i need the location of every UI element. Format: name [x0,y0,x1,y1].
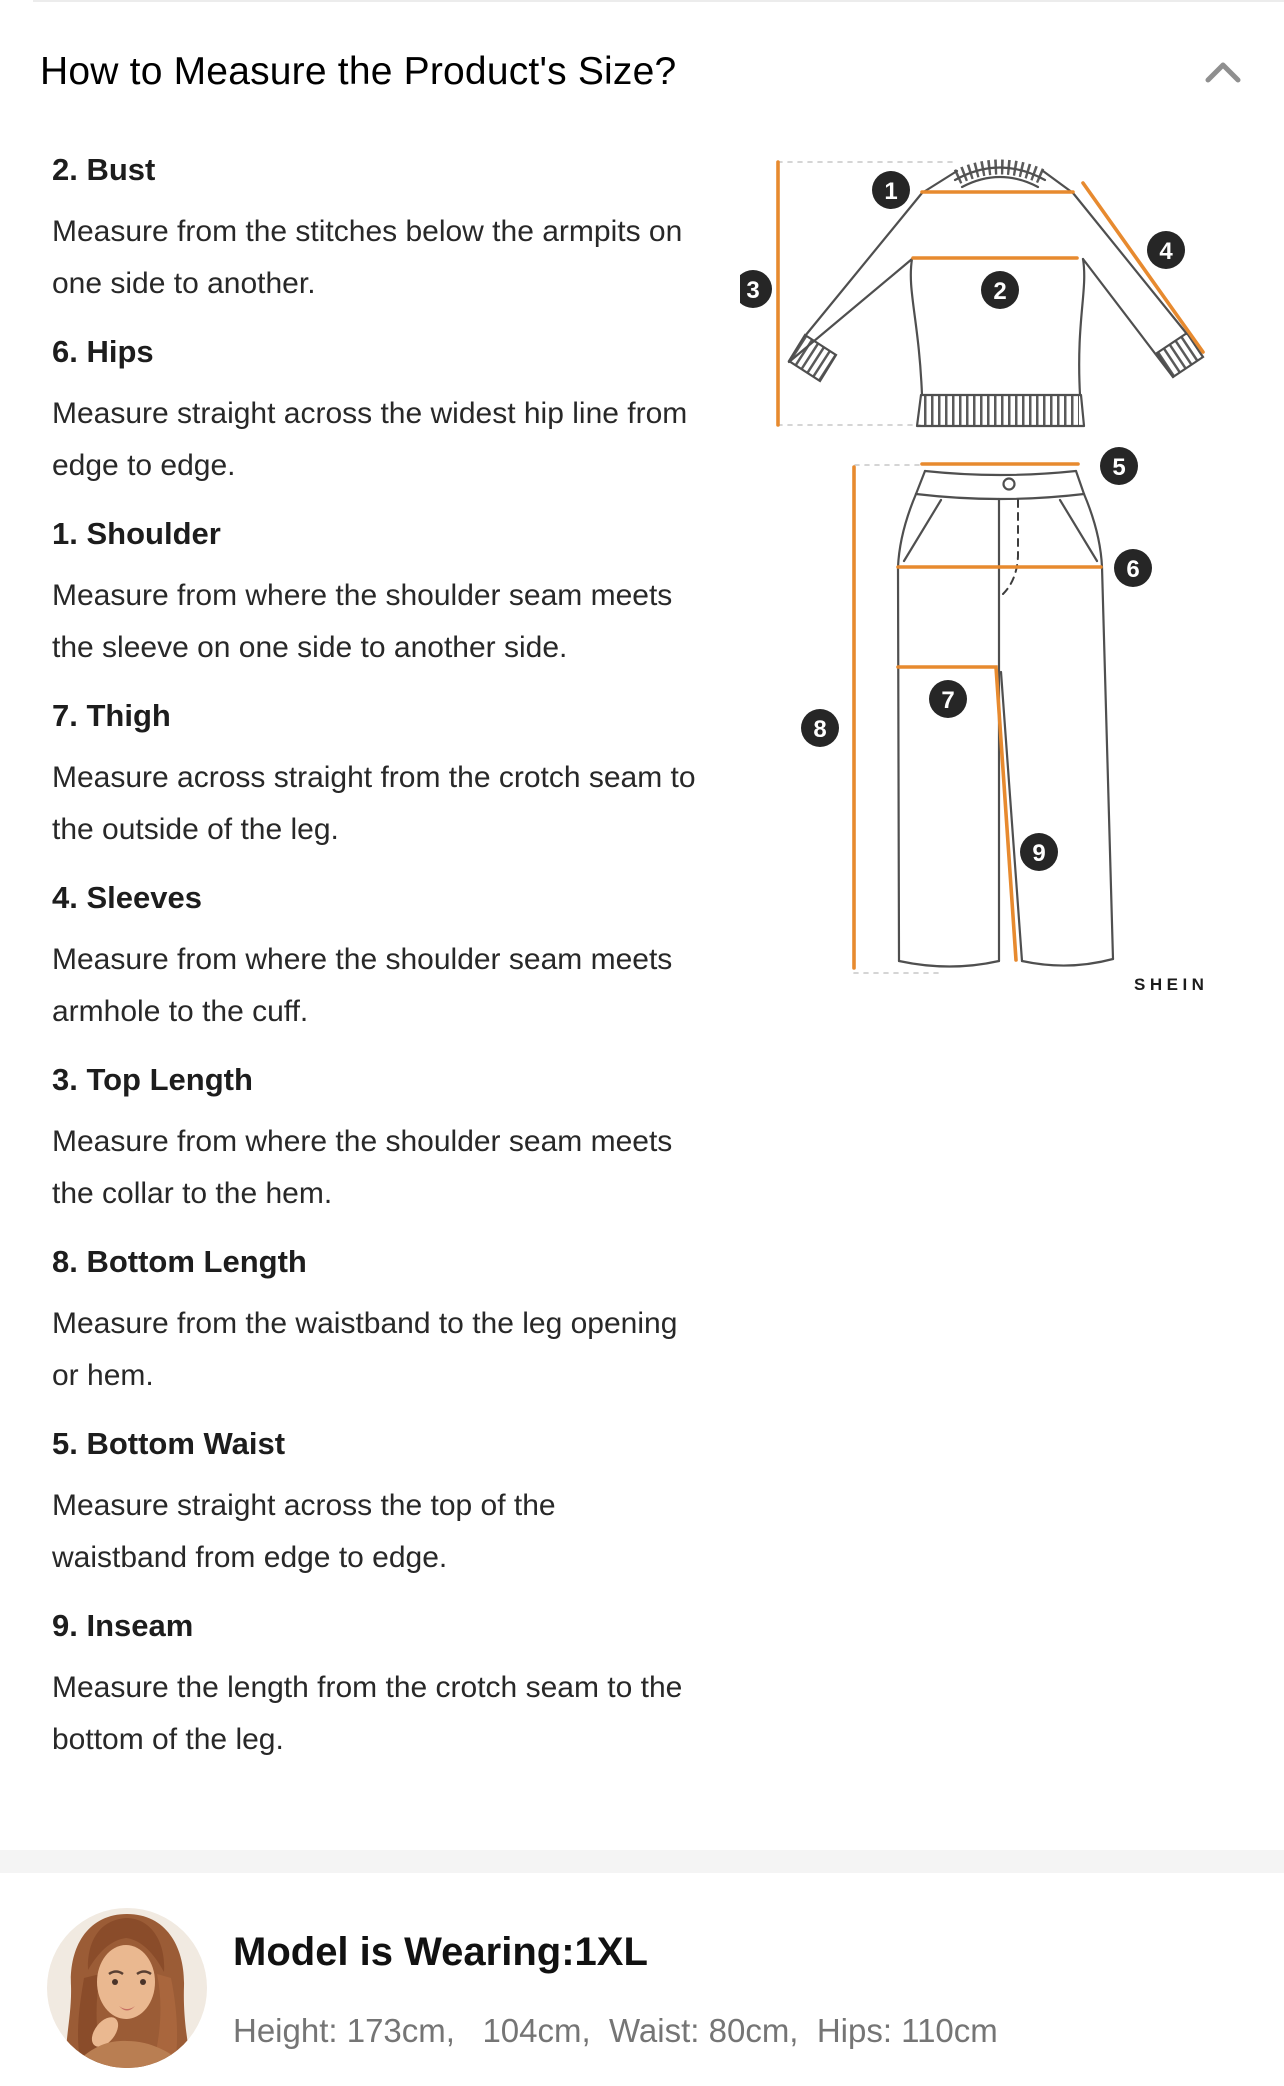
section-body: Measure across straight from the crotch seam to the outside of the leg. [52,761,696,846]
badge-5: 5 [1112,454,1126,481]
measure-lines-bottom [854,464,1101,968]
collapse-section-button[interactable] [1198,52,1250,94]
section-body: Measure from the waistband to the leg opening or hem. [52,1307,678,1392]
right-cuff-ribbing [1165,345,1195,365]
section-heading: 4. Sleeves [52,880,202,915]
badge-7: 7 [941,687,955,714]
badge-4: 4 [1159,238,1173,265]
measurement-diagram [740,140,1245,1000]
section-body: Measure from where the shoulder seam meets armhole to the cuff. [52,943,673,1028]
section-heading: 7. Thigh [52,698,171,733]
measure-section [52,332,697,492]
pants-outline [898,471,1113,967]
measure-section [52,150,697,310]
section-body: Measure straight across the widest hip line from edge to edge. [52,397,688,482]
measure-instructions [52,128,697,1766]
model-wearing-label: Model is Wearing:1XL [233,1930,648,1974]
measure-section [52,1242,697,1402]
section-heading: 1. Shoulder [52,516,221,551]
model-measurements: Height: 173cm, 104cm, Waist: 80cm, Hips: 110cm [233,2012,998,2049]
model-info-row [0,1873,1284,2086]
badge-3: 3 [746,277,760,304]
fly-stitch-line [1003,500,1018,594]
top-divider [33,0,1284,2]
measure-section [52,1060,697,1220]
chevron-up-icon [1198,52,1250,94]
section-heading: 8. Bottom Length [52,1244,307,1279]
measure-section [52,1606,697,1766]
section-divider [0,1850,1284,1873]
brand-logo: SHEIN [1134,975,1209,994]
section-heading: 6. Hips [52,334,154,369]
diagram-badges [740,171,1185,871]
page-title: How to Measure the Product's Size? [40,50,677,93]
section-heading: 3. Top Length [52,1062,253,1097]
badge-9: 9 [1032,840,1046,867]
section-heading: 5. Bottom Waist [52,1426,286,1461]
section-body: Measure straight across the top of the waistband from edge to edge. [52,1489,556,1574]
section-body: Measure from where the shoulder seam meets the collar to the hem. [52,1125,673,1210]
model-photo [47,1908,207,2068]
badge-1: 1 [884,178,898,205]
section-body: Measure the length from the crotch seam to the bottom of the leg. [52,1671,683,1756]
measure-section [52,514,697,674]
avatar [47,1908,207,2068]
measure-section [52,878,697,1038]
measure-section [52,1424,697,1584]
badge-8: 8 [813,716,827,743]
section-body: Measure from where the shoulder seam meets the sleeve on one side to another side. [52,579,673,664]
section-heading: 2. Bust [52,152,156,187]
section-heading: 9. Inseam [52,1608,194,1643]
section-body: Measure from the stitches below the armpits on one side to another. [52,215,683,300]
measure-section [52,696,697,856]
badge-6: 6 [1126,556,1140,583]
badge-2: 2 [993,278,1007,305]
